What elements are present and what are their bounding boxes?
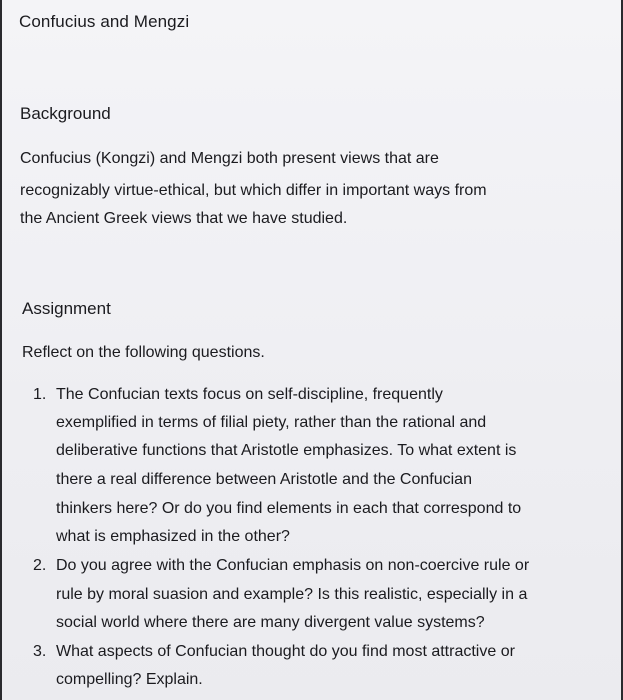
question-line: What aspects of Confucian thought do you find most attractive or: [56, 643, 515, 660]
question-line: what is emphasized in the other?: [56, 528, 290, 545]
question-line: Do you agree with the Confucian emphasis on non-coercive rule or: [56, 557, 530, 574]
background-paragraph-line: the Ancient Greek views that we have studied.: [20, 210, 348, 227]
question-number: 2.: [33, 557, 47, 574]
question-number: 1.: [33, 386, 47, 403]
background-paragraph-line: recognizably virtue-ethical, but which differ in important ways from: [20, 182, 487, 199]
question-line: there a real difference between Aristotle and the Confucian: [56, 471, 472, 488]
question-number: 3.: [33, 643, 47, 660]
question-line: The Confucian texts focus on self-discipline, frequently: [56, 386, 443, 403]
question-line: thinkers here? Or do you find elements in each that correspond to: [56, 500, 522, 517]
question-line: deliberative functions that Aristotle emphasizes. To what extent is: [56, 442, 517, 459]
background-paragraph-line: Confucius (Kongzi) and Mengzi both present views that are: [20, 150, 439, 167]
question-line: exemplified in terms of filial piety, rather than the rational and: [56, 414, 487, 431]
background-heading: Background: [20, 104, 111, 123]
question-line: social world where there are many divergent value systems?: [56, 614, 485, 631]
assignment-heading: Assignment: [22, 299, 111, 318]
assignment-intro: Reflect on the following questions.: [22, 344, 265, 361]
page-title: Confucius and Mengzi: [19, 12, 190, 31]
question-line: compelling? Explain.: [56, 671, 203, 688]
question-line: rule by moral suasion and example? Is this realistic, especially in a: [56, 586, 528, 603]
